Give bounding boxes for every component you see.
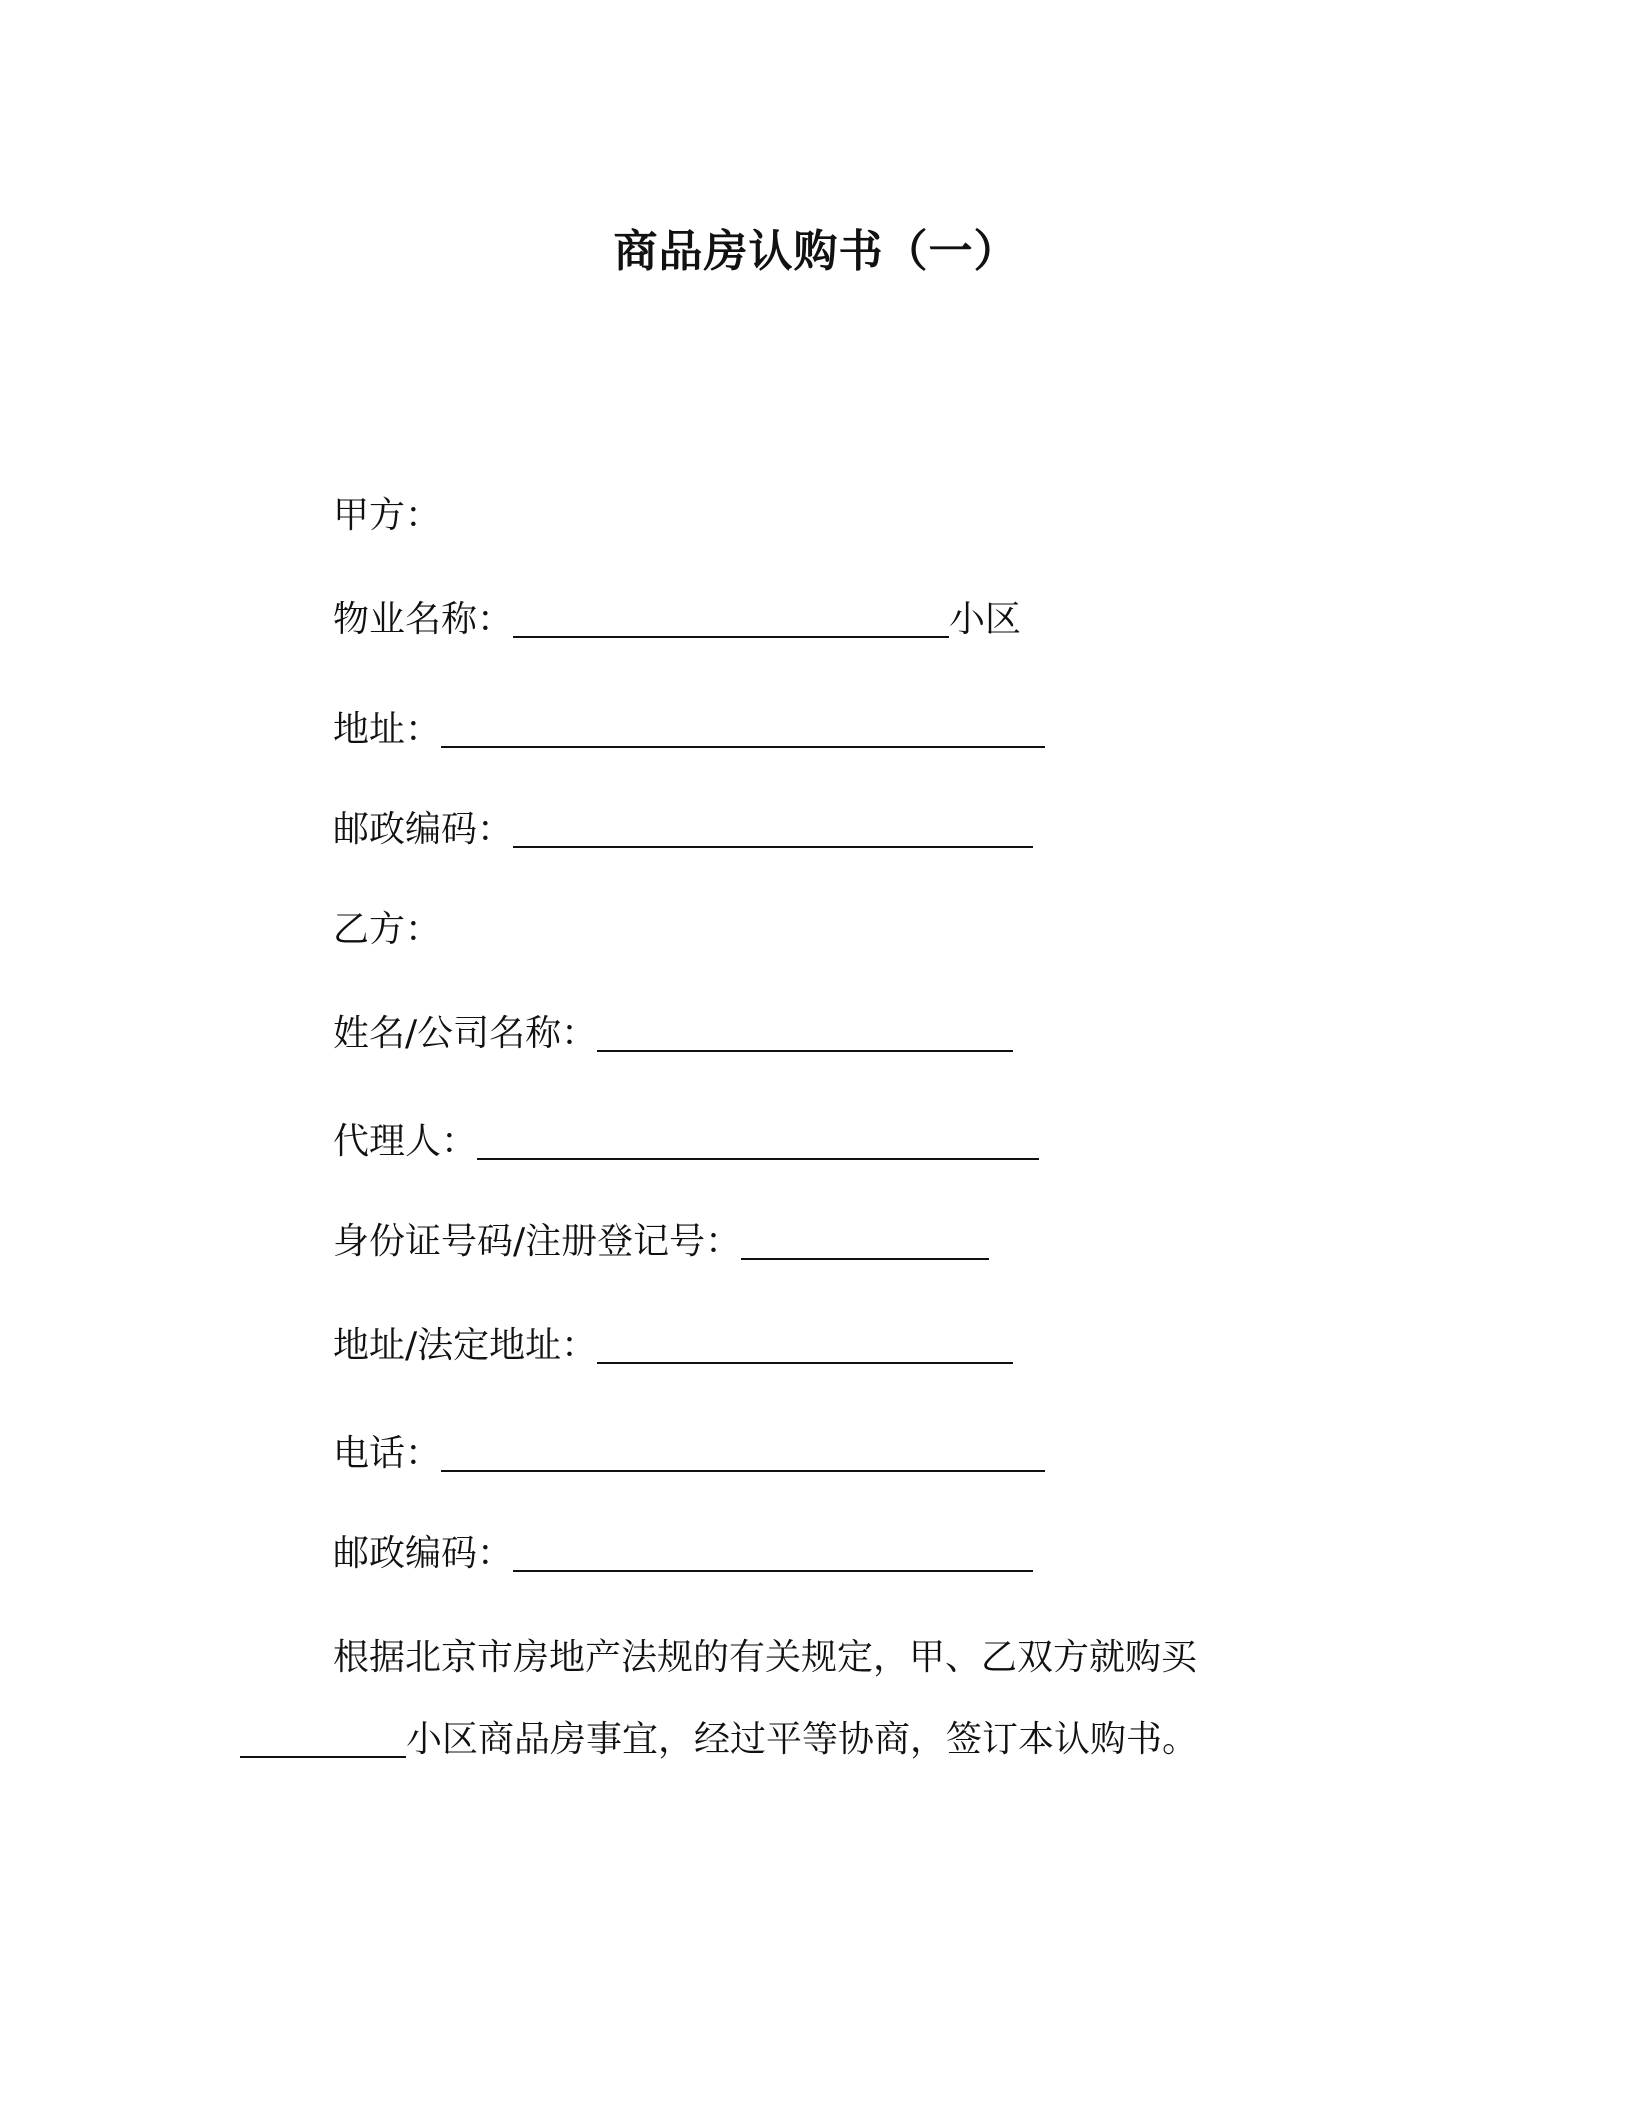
party-b-address-blank[interactable] — [597, 1326, 1013, 1364]
agent-row — [333, 1118, 1039, 1166]
party-a-address-blank[interactable] — [441, 710, 1045, 748]
phone-label: 电话： — [333, 1433, 442, 1474]
body-text-line-2: 小区商品房事宜，经过平等协商，签订本认购书。 — [406, 1719, 1199, 1760]
document-title: 商品房认购书（一） — [613, 226, 1019, 277]
party-a-postal-row — [333, 806, 1033, 854]
party-a-address-label: 地址： — [333, 709, 442, 750]
body-paragraph-line-2 — [240, 1716, 1198, 1764]
body-paragraph-line-1 — [333, 1634, 1197, 1682]
body-text-line-1: 根据北京市房地产法规的有关规定，甲、乙双方就购买 — [333, 1637, 1198, 1678]
phone-row — [333, 1430, 1045, 1478]
property-name-suffix: 小区 — [949, 599, 1022, 640]
party-b-name-label: 姓名/公司名称： — [333, 1013, 598, 1054]
agent-label: 代理人： — [333, 1121, 478, 1162]
party-b-name-row — [333, 1010, 1013, 1058]
party-b-postal-blank[interactable] — [513, 1534, 1033, 1572]
purchase-community-blank[interactable] — [240, 1720, 406, 1758]
property-name-row — [333, 596, 1021, 644]
party-b-address-row — [333, 1322, 1013, 1370]
party-b-heading-row — [333, 906, 441, 954]
property-name-label: 物业名称： — [333, 599, 514, 640]
id-number-row — [333, 1218, 989, 1266]
phone-blank[interactable] — [441, 1434, 1045, 1472]
id-number-label: 身份证号码/注册登记号： — [333, 1221, 742, 1262]
party-b-heading: 乙方： — [333, 909, 442, 950]
party-b-postal-label: 邮政编码： — [333, 1533, 514, 1574]
property-name-blank[interactable] — [513, 600, 949, 638]
party-a-heading: 甲方： — [333, 495, 442, 536]
party-b-name-blank[interactable] — [597, 1014, 1013, 1052]
party-b-postal-row — [333, 1530, 1033, 1578]
agent-blank[interactable] — [477, 1122, 1039, 1160]
party-a-postal-blank[interactable] — [513, 810, 1033, 848]
party-a-heading-row — [333, 492, 441, 540]
party-b-address-label: 地址/法定地址： — [333, 1325, 598, 1366]
party-a-postal-label: 邮政编码： — [333, 809, 514, 850]
party-a-address-row — [333, 706, 1045, 754]
id-number-blank[interactable] — [741, 1222, 989, 1260]
